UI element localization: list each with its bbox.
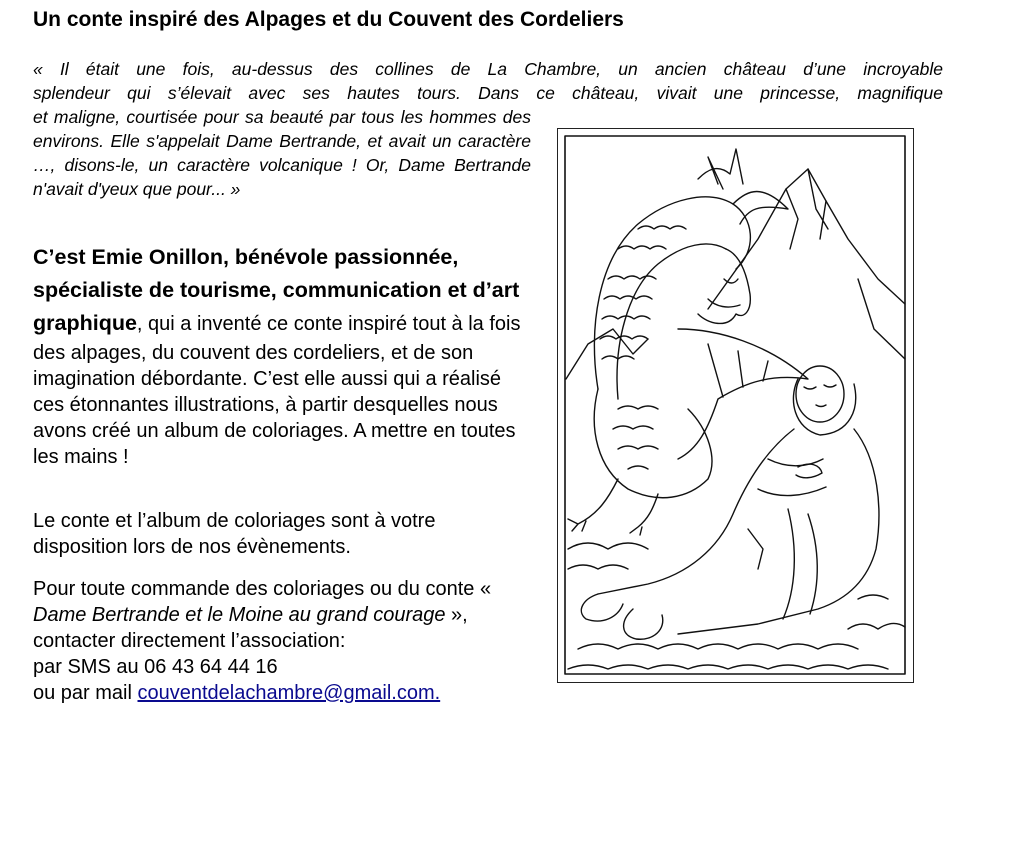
email-link[interactable]: couventdelachambre@gmail.com.: [137, 682, 441, 704]
dragon-and-sleeping-monk-drawing: [558, 129, 912, 681]
tale-quote-opening: [33, 58, 943, 105]
tale-quote-line-2: splendeur qui s’élevait avec ses hautes tours. Dans ce château, vivait une princesse, magnifique: [33, 82, 943, 103]
order-text-before: Pour toute commande des coloriages ou du conte «: [33, 578, 492, 600]
tale-quote-line-1: « Il était une fois, au-dessus des collines de La Chambre, un ancien château d’une incroyable: [33, 59, 943, 79]
sms-contact: par SMS au 06 43 64 44 16: [33, 656, 278, 678]
tale-quote-continuation: et maligne, courtisée pour sa beauté par tous les hommes des environs. Elle s'appelait Dame Bertrande, et avait un caractère …, disons-le, un caractère volcanique ! Or, Dame Bertrande n'avait d'yeux que pour... »: [33, 107, 531, 199]
author-intro-paragraph: [33, 241, 533, 470]
author-intro-text: , qui a inventé ce conte inspiré tout à la fois des alpages, du couvent des cordeliers, et de son imagination débordante. C’est elle aussi qui a réalisé ces étonnantes illustrations, à partir desquelles nous avons créé un album de coloriages. A mettre en toutes les mains !: [33, 313, 521, 468]
order-text-after: », contacter directement l’association:: [33, 604, 468, 652]
availability-paragraph: Le conte et l’album de coloriages sont à votre disposition lors de nos évènements.: [33, 510, 436, 558]
page-title: Un conte inspiré des Alpages et du Couvent des Cordeliers: [33, 8, 624, 31]
mail-prefix: ou par mail: [33, 682, 138, 704]
author-name-highlight: C’est Emie Onillon, bénévole passionnée, spécialiste de tourisme, communication et d’art graphique: [33, 245, 520, 335]
order-contact-paragraph: [33, 576, 533, 706]
coloring-illustration: [557, 128, 914, 683]
book-title: Dame Bertrande et le Moine au grand courage: [33, 604, 446, 626]
